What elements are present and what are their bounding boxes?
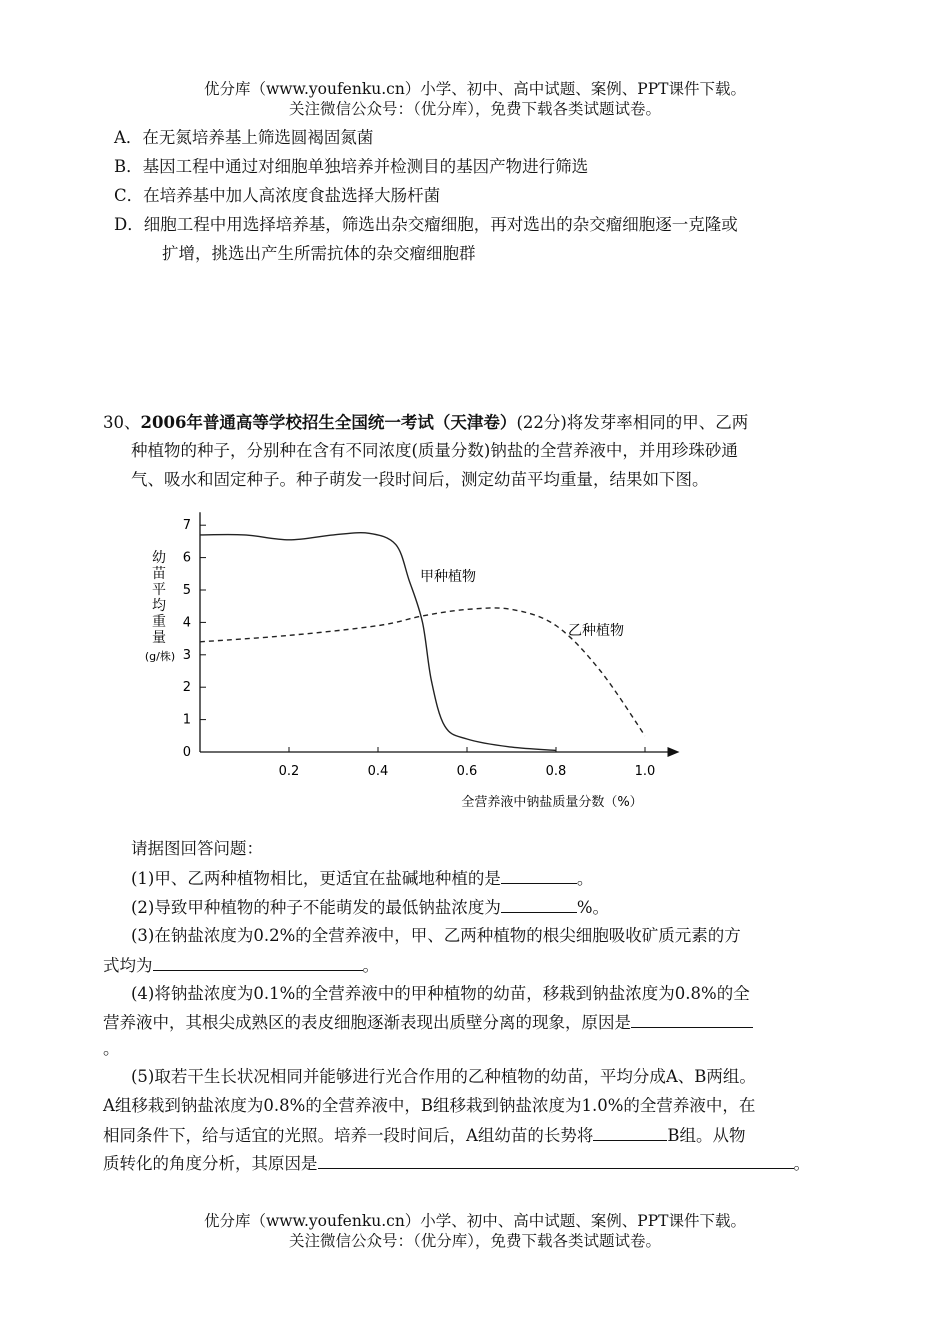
answer-blank-2[interactable]: [501, 896, 577, 913]
question-score: (22分)将发芽率相同的甲、乙两: [516, 413, 749, 432]
sub-question-5-line-4: [103, 1152, 810, 1175]
chart-y-axis-label: [145, 550, 175, 663]
question-number: 30、: [103, 413, 141, 432]
question-source: 2006年普通高等学校招生全国统一考试（天津卷）: [140, 413, 517, 432]
option-a: A．在无氮培养基上筛选圆褐固氮菌: [114, 128, 374, 147]
sub-question-5-text: 相同条件下，给与适宜的光照。培养一段时间后，A组幼苗的长势将: [103, 1126, 594, 1145]
y-label-char-1: 苗: [152, 566, 166, 582]
x-tick-label-4: 1.0: [634, 764, 656, 779]
y-tick-label-2: 2: [182, 680, 191, 696]
y-label-char-3: 均: [152, 598, 166, 614]
series-line-0: [200, 533, 556, 751]
question-30-stem-line-1: [103, 412, 748, 434]
question-30-stem-line-3: 气、吸水和固定种子。种子萌发一段时间后，测定幼苗平均重量，结果如下图。: [131, 470, 709, 489]
y-label-char-5: 量: [152, 630, 166, 646]
y-tick-label-1: 1: [182, 712, 191, 728]
sub-question-1-text: (1)甲、乙两种植物相比，更适宜在盐碱地种植的是: [131, 869, 501, 888]
y-label-unit: (g/株): [144, 650, 176, 663]
sub-question-1: [131, 867, 593, 890]
sub-question-1-end: 。: [576, 869, 594, 888]
page-footer-line-1: 优分库（www.youfenku.cn）小学、初中、高中试题、案例、PPT课件下载。: [203, 1212, 747, 1230]
x-tick-label-0: 0.2: [278, 764, 300, 779]
chart-x-axis-label: 全营养液中钠盐质量分数（%）: [461, 795, 643, 810]
sub-question-5-line-1: (5)取若干生长状况相同并能够进行光合作用的乙种植物的幼苗，平均分成A、B两组。: [131, 1067, 756, 1086]
sub-question-4-text: 营养液中，其根尖成熟区的表皮细胞逐渐表现出质壁分离的现象，原因是: [103, 1013, 631, 1032]
sub-question-2-text: (2)导致甲种植物的种子不能萌发的最低钠盐浓度为: [131, 898, 501, 917]
page-footer-line-2: 关注微信公众号：（优分库），免费下载各类试题试卷。: [288, 1232, 661, 1250]
sub-question-4-line-2: [103, 1011, 753, 1034]
sub-question-3-end: 。: [362, 956, 379, 975]
sub-question-4-line-3: 。: [103, 1039, 120, 1058]
sub-question-5-line-3: [103, 1124, 746, 1147]
y-tick-label-3: 3: [182, 647, 191, 663]
answer-blank-1[interactable]: [501, 867, 577, 884]
y-tick-label-6: 6: [182, 550, 191, 566]
y-tick-label-5: 5: [182, 583, 191, 598]
page-header-line-2: 关注微信公众号：（优分库），免费下载各类试题试卷。: [288, 100, 661, 118]
y-label-char-4: 重: [152, 614, 166, 630]
y-tick-label-7: 7: [182, 518, 191, 534]
answer-blank-4[interactable]: [631, 1011, 753, 1028]
answer-blank-5a[interactable]: [593, 1124, 667, 1141]
sub-question-3-line-2: [103, 954, 379, 977]
y-tick-label-4: 4: [182, 615, 191, 631]
option-b: B．基因工程中通过对细胞单独培养并检测目的基因产物进行筛选: [114, 157, 589, 176]
sub-question-2-end: %。: [576, 898, 610, 917]
sub-question-3-text: 式均为: [103, 956, 153, 975]
answer-blank-3[interactable]: [153, 954, 363, 971]
series-label-0: 甲种植物: [420, 569, 476, 585]
x-tick-label-3: 0.8: [545, 764, 567, 779]
sub-question-4-line-1: (4)将钠盐浓度为0.1%的全营养液中的甲种植物的幼苗，移栽到钠盐浓度为0.8%的全: [131, 984, 750, 1003]
sub-question-5-mid: B组。从物: [667, 1126, 746, 1145]
answer-blank-5b[interactable]: [318, 1152, 794, 1169]
x-tick-label-1: 0.4: [367, 764, 389, 779]
sub-question-5-text-2: 质转化的角度分析，其原因是: [103, 1154, 318, 1173]
y-label-char-2: 平: [152, 582, 166, 598]
x-axis-arrow: [668, 747, 680, 757]
sub-question-5-end: 。: [793, 1154, 810, 1173]
option-d-line-1: D．细胞工程中用选择培养基，筛选出杂交瘤细胞，再对选出的杂交瘤细胞逐一克隆或: [114, 215, 738, 234]
sub-question-5-line-2: A组移栽到钠盐浓度为0.8%的全营养液中，B组移栽到钠盐浓度为1.0%的全营养液中，在: [103, 1096, 756, 1115]
seedling-weight-chart: [0, 505, 700, 830]
x-tick-label-2: 0.6: [456, 764, 478, 779]
y-tick-label-0: 0: [182, 745, 191, 760]
sub-question-3-line-1: (3)在钠盐浓度为0.2%的全营养液中，甲、乙两种植物的根尖细胞吸收矿质元素的方: [131, 926, 741, 945]
option-d-line-2: 扩增，挑选出产生所需抗体的杂交瘤细胞群: [162, 244, 476, 263]
answer-prompt: 请据图回答问题：: [131, 839, 263, 858]
question-30-stem-line-2: 种植物的种子，分别种在含有不同浓度(质量分数)钠盐的全营养液中，并用珍珠砂通: [131, 441, 738, 460]
option-c: C．在培养基中加人高浓度食盐选择大肠杆菌: [114, 186, 441, 205]
page-header-line-1: 优分库（www.youfenku.cn）小学、初中、高中试题、案例、PPT课件下载。: [203, 80, 747, 98]
chart-plot-area: [183, 512, 680, 779]
series-label-1: 乙种植物: [568, 623, 624, 639]
y-label-char-0: 幼: [152, 550, 166, 566]
sub-question-2: [131, 896, 609, 919]
